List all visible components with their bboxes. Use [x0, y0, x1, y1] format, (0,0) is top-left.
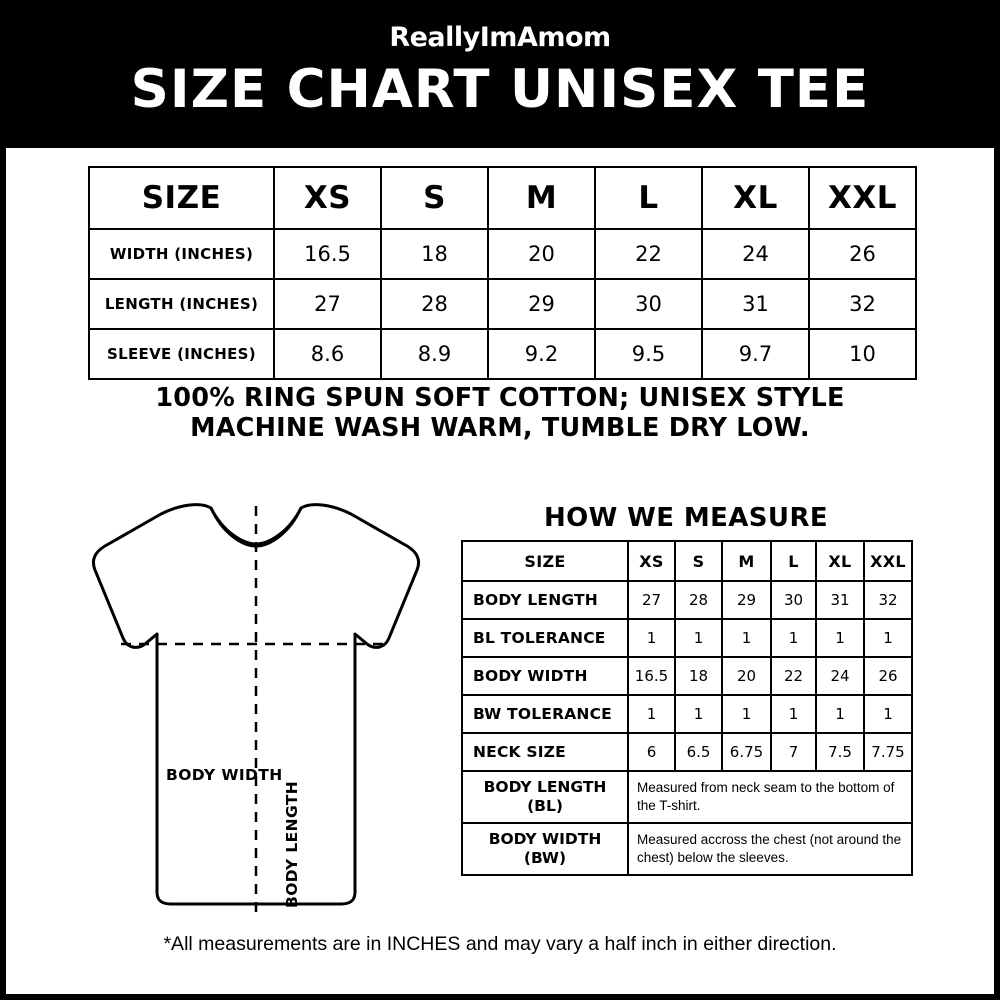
- cell-sleeve-m: 9.2: [488, 329, 595, 379]
- content-area: [6, 148, 994, 994]
- row-label-width: WIDTH (INCHES): [89, 229, 274, 279]
- size-table-header-3: M: [488, 167, 595, 229]
- hwm-header-0: SIZE: [462, 541, 628, 581]
- table-row: [462, 619, 912, 657]
- tshirt-diagram: [61, 488, 451, 918]
- hwm-cell-bw-m: 20: [722, 657, 771, 695]
- row-label-length: LENGTH (INCHES): [89, 279, 274, 329]
- note-label-bl-line1: BODY LENGTH: [483, 778, 607, 796]
- size-table-header-0: SIZE: [89, 167, 274, 229]
- hwm-cell-bwt-xs: 1: [628, 695, 675, 733]
- hwm-row-label-body-width: BODY WIDTH: [462, 657, 628, 695]
- hwm-cell-bw-xxl: 26: [864, 657, 912, 695]
- note-text-body-length: Measured from neck seam to the bottom of the T-shirt.: [628, 771, 912, 823]
- hwm-header-5: XL: [816, 541, 864, 581]
- hwm-cell-neck-m: 6.75: [722, 733, 771, 771]
- header-band: [0, 0, 1000, 148]
- hwm-cell-bw-xl: 24: [816, 657, 864, 695]
- hwm-cell-blt-xl: 1: [816, 619, 864, 657]
- how-we-measure-title: HOW WE MEASURE: [543, 503, 829, 533]
- hwm-cell-bl-xl: 31: [816, 581, 864, 619]
- how-we-measure-table: [461, 540, 913, 876]
- cell-width-xs: 16.5: [274, 229, 381, 279]
- page-title: SIZE CHART UNISEX TEE: [130, 59, 870, 120]
- note-label-bl-line2: (BL): [527, 797, 563, 815]
- note-text-body-width: Measured accross the chest (not around the chest) below the sleeves.: [628, 823, 912, 875]
- cell-length-m: 29: [488, 279, 595, 329]
- label-body-width: BODY WIDTH: [166, 766, 283, 784]
- hwm-cell-neck-xl: 7.5: [816, 733, 864, 771]
- table-row: [462, 733, 912, 771]
- hwm-row-label-neck-size: NECK SIZE: [462, 733, 628, 771]
- table-row: [462, 581, 912, 619]
- care-line-1: 100% RING SPUN SOFT COTTON; UNISEX STYLE: [155, 383, 845, 413]
- cell-width-xl: 24: [702, 229, 809, 279]
- care-line-2: MACHINE WASH WARM, TUMBLE DRY LOW.: [190, 413, 810, 443]
- hwm-cell-bl-xxl: 32: [864, 581, 912, 619]
- cell-sleeve-l: 9.5: [595, 329, 702, 379]
- cell-width-l: 22: [595, 229, 702, 279]
- table-header-row: [462, 541, 912, 581]
- hwm-cell-bw-s: 18: [675, 657, 722, 695]
- size-table-header-4: L: [595, 167, 702, 229]
- hwm-cell-bwt-s: 1: [675, 695, 722, 733]
- hwm-cell-bwt-xxl: 1: [864, 695, 912, 733]
- hwm-header-4: L: [771, 541, 816, 581]
- label-body-length: BODY LENGTH: [283, 780, 301, 908]
- table-row: [462, 657, 912, 695]
- size-table-header-5: XL: [702, 167, 809, 229]
- hwm-cell-bl-m: 29: [722, 581, 771, 619]
- row-label-sleeve: SLEEVE (INCHES): [89, 329, 274, 379]
- table-row: [462, 823, 912, 875]
- size-table-header-6: XXL: [809, 167, 916, 229]
- note-label-body-length: [462, 771, 628, 823]
- hwm-cell-bw-xs: 16.5: [628, 657, 675, 695]
- note-label-body-width: [462, 823, 628, 875]
- care-instructions: [6, 383, 994, 443]
- cell-length-l: 30: [595, 279, 702, 329]
- hwm-cell-blt-xs: 1: [628, 619, 675, 657]
- hwm-cell-bl-s: 28: [675, 581, 722, 619]
- note-label-bw-line1: BODY WIDTH: [488, 830, 602, 848]
- table-row: [462, 695, 912, 733]
- size-table-header-1: XS: [274, 167, 381, 229]
- hwm-cell-bwt-l: 1: [771, 695, 816, 733]
- hwm-header-6: XXL: [864, 541, 912, 581]
- cell-width-xxl: 26: [809, 229, 916, 279]
- cell-length-xl: 31: [702, 279, 809, 329]
- table-row: [89, 229, 916, 279]
- hwm-cell-blt-xxl: 1: [864, 619, 912, 657]
- brand-name: ReallyImAmom: [389, 22, 611, 53]
- hwm-cell-blt-m: 1: [722, 619, 771, 657]
- cell-width-s: 18: [381, 229, 488, 279]
- size-table-header-2: S: [381, 167, 488, 229]
- hwm-row-label-body-length: BODY LENGTH: [462, 581, 628, 619]
- hwm-cell-bwt-xl: 1: [816, 695, 864, 733]
- hwm-cell-neck-l: 7: [771, 733, 816, 771]
- cell-sleeve-xxl: 10: [809, 329, 916, 379]
- table-row: [89, 329, 916, 379]
- tshirt-outline-icon: [61, 488, 451, 918]
- cell-width-m: 20: [488, 229, 595, 279]
- hwm-cell-bwt-m: 1: [722, 695, 771, 733]
- footnote: *All measurements are in INCHES and may vary a half inch in either direction.: [163, 933, 837, 955]
- hwm-row-label-bw-tolerance: BW TOLERANCE: [462, 695, 628, 733]
- table-row: [89, 279, 916, 329]
- hwm-cell-blt-s: 1: [675, 619, 722, 657]
- hwm-header-1: XS: [628, 541, 675, 581]
- hwm-cell-bl-xs: 27: [628, 581, 675, 619]
- hwm-cell-neck-xs: 6: [628, 733, 675, 771]
- hwm-header-2: S: [675, 541, 722, 581]
- hwm-cell-bw-l: 22: [771, 657, 816, 695]
- table-header-row: [89, 167, 916, 229]
- hwm-cell-neck-s: 6.5: [675, 733, 722, 771]
- note-label-bw-line2: (BW): [523, 849, 567, 867]
- hwm-cell-bl-l: 30: [771, 581, 816, 619]
- cell-sleeve-xl: 9.7: [702, 329, 809, 379]
- cell-length-xs: 27: [274, 279, 381, 329]
- cell-length-xxl: 32: [809, 279, 916, 329]
- cell-sleeve-xs: 8.6: [274, 329, 381, 379]
- hwm-cell-blt-l: 1: [771, 619, 816, 657]
- hwm-header-3: M: [722, 541, 771, 581]
- cell-length-s: 28: [381, 279, 488, 329]
- hwm-cell-neck-xxl: 7.75: [864, 733, 912, 771]
- size-table: [88, 166, 917, 380]
- cell-sleeve-s: 8.9: [381, 329, 488, 379]
- hwm-row-label-bl-tolerance: BL TOLERANCE: [462, 619, 628, 657]
- table-row: [462, 771, 912, 823]
